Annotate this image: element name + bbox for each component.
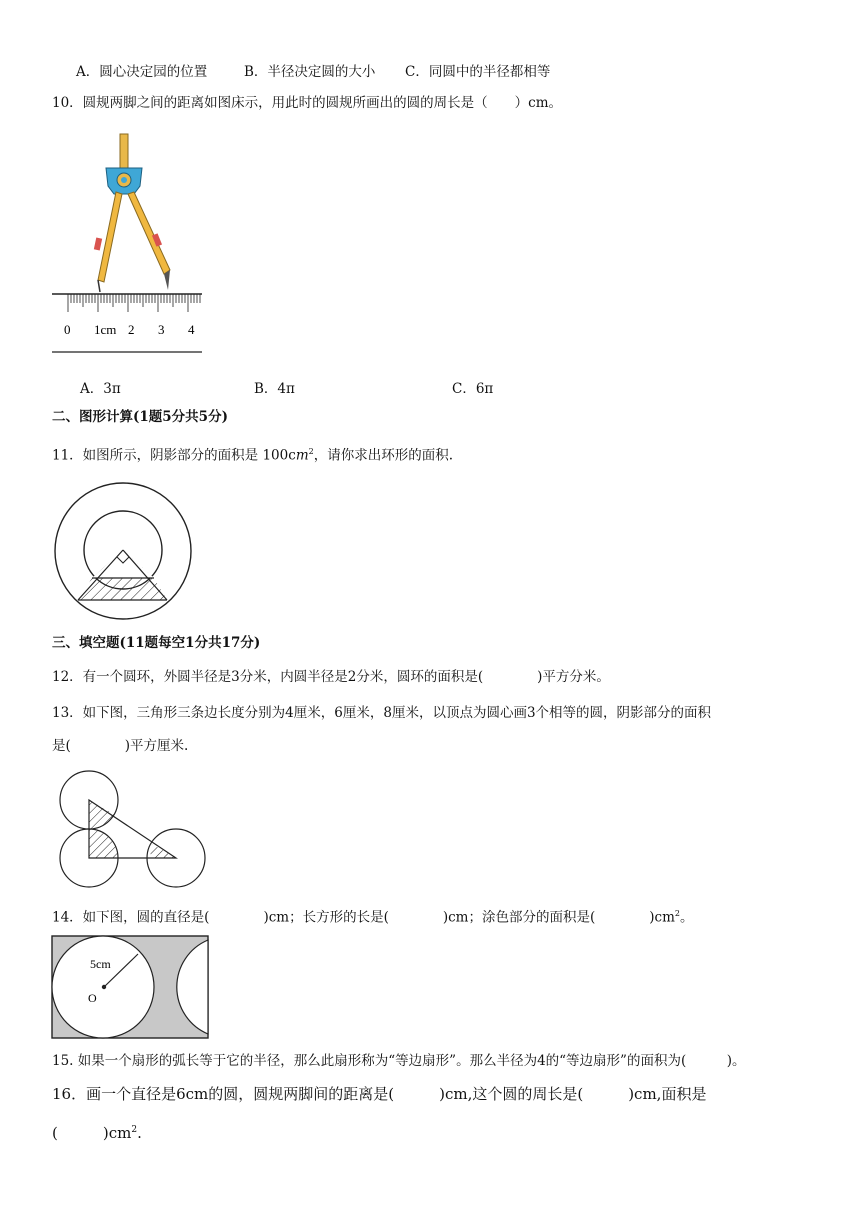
ruler-label-0: 0 (64, 322, 71, 337)
q11-unit: m (295, 447, 309, 464)
ruler-label-1: 1cm (94, 322, 117, 337)
ruler-label-2: 2 (128, 322, 135, 337)
rectangle-circles-figure (50, 934, 212, 1040)
q13-question-line2: 是( )平方厘米. (52, 738, 189, 754)
q10-option-a: A．3π (80, 381, 121, 397)
ruler-label-4: 4 (188, 322, 195, 337)
annulus-figure (52, 480, 194, 622)
q12-question: 12．有一个圆环，外圆半径是3分米，内圆半径是2分米，圆环的面积是( )平方分米。 (52, 669, 610, 685)
q9-option-c: C．同圆中的半径都相等 (405, 64, 551, 80)
q16-line2-pre: ( )cm (52, 1124, 132, 1142)
q14-text-pre: 14．如下图，圆的直径是( )cm；长方形的长是( )cm；涂色部分的面积是( )cm (52, 909, 675, 926)
radius-label: 5cm (90, 957, 111, 971)
q16-line2-post: . (137, 1124, 142, 1142)
compass-ruler-figure (48, 130, 208, 356)
q11-text-pre: 11．如图所示，阴影部分的面积是 100c (52, 447, 296, 464)
q13-question-line1: 13．如下图，三角形三条边长度分别为4厘米，6厘米，8厘米，以顶点为圆心画3个相等的圆，阴影部分的面积 (52, 705, 712, 721)
q10-option-c: C．6π (452, 381, 494, 397)
section-3-title: 三、填空题(11题每空1分共17分) (52, 635, 261, 651)
q11-sup: 2 (308, 447, 314, 456)
triangle-circles-figure (58, 768, 208, 890)
center-label: O (88, 991, 97, 1005)
q14-sup: 2 (674, 909, 680, 918)
q14-question (52, 905, 693, 927)
q16-question-line1: 16．画一个直径是6cm的圆，圆规两脚间的距离是( )cm,这个圆的周长是( )cm,面积是 (52, 1085, 707, 1103)
q10-question: 10．圆规两脚之间的距离如图床示，用此时的圆规所画出的圆的周长是（ ）cm。 (52, 95, 563, 111)
q14-text-post: 。 (679, 909, 694, 926)
ruler-label-3: 3 (158, 322, 165, 337)
q9-option-a: A．圆心决定园的位置 (76, 64, 208, 80)
q16-question-line2 (52, 1121, 142, 1142)
q10-option-b: B．4π (254, 381, 295, 397)
q16-sup: 2 (131, 1125, 138, 1135)
q15-question: 15. 如果一个扇形的弧长等于它的半径，那么此扇形称为“等边扇形”。那么半径为4的“等边扇形”的面积为( )。 (52, 1053, 746, 1069)
q11-text-post: ，请你求出环形的面积. (313, 447, 454, 464)
q9-option-b: B．半径决定圆的大小 (244, 64, 376, 80)
section-2-title: 二、图形计算(1题5分共5分) (52, 409, 228, 425)
q11-question (52, 443, 453, 465)
